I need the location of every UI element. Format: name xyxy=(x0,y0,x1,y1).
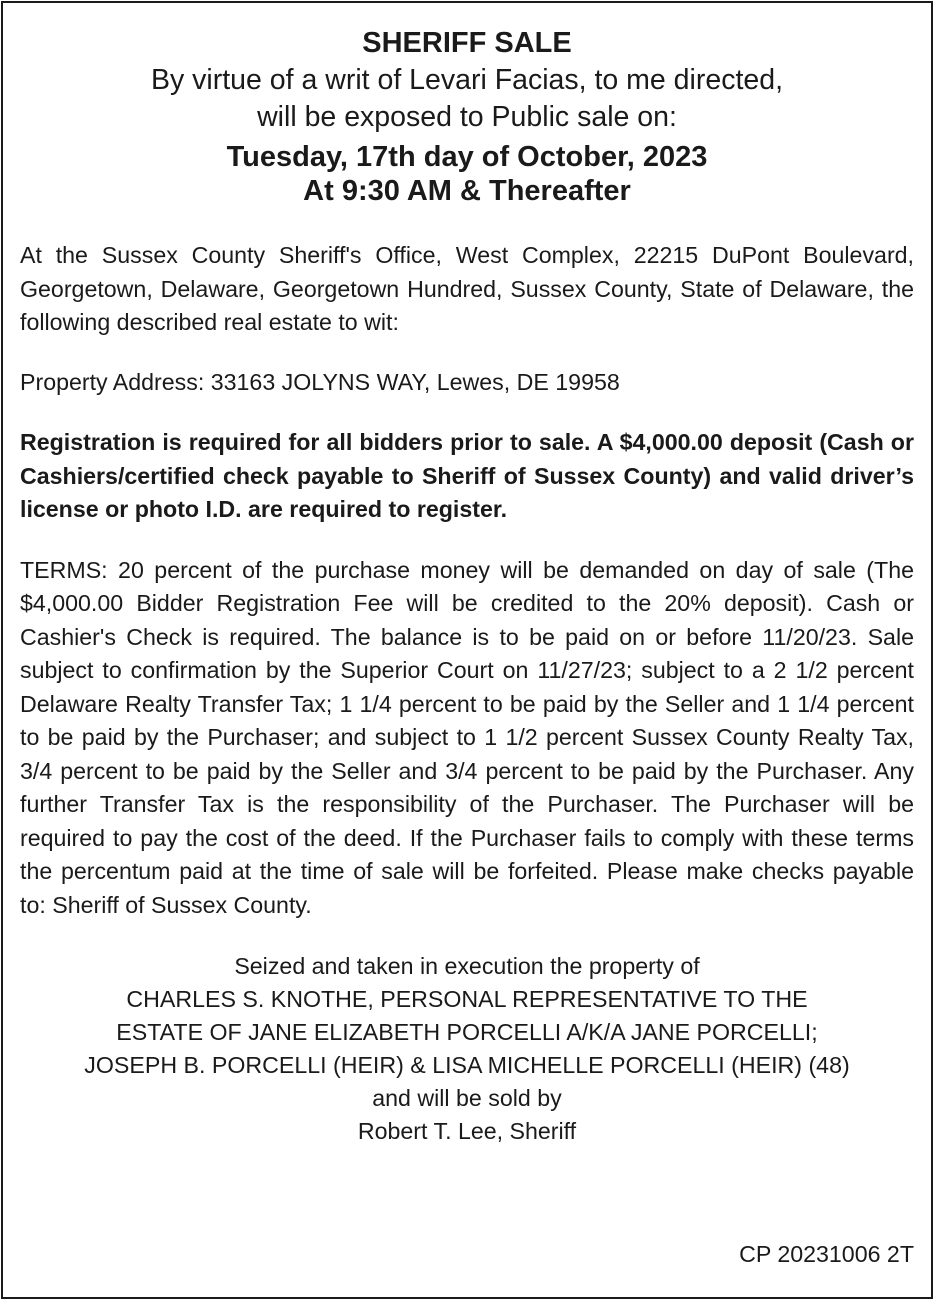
terms-paragraph: TERMS: 20 percent of the purchase money will be demanded on day of sale (The $4,000.00 Bidder Registration Fee will be credited to the 20% deposit). Cash or Cashier's Check is required. The balance is to be paid on or before 11/20/23. Sale subject to confirmation by the Superior Court on 11/27/23; subject to a 2 1/2 percent Delaware Realty Transfer Tax; 1 1/4 percent to be paid by the Seller and 1 1/4 percent to be paid by the Purchaser; and subject to 1 1/2 percent Sussex County Realty Tax, 3/4 percent to be paid by the Seller and 3/4 percent to be paid by the Purchaser. Any further Transfer Tax is the responsibility of the Purchaser. The Purchaser will be required to pay the cost of the deed. If the Purchaser fails to comply with these terms the percentum paid at the time of sale will be forfeited. Please make checks payable to: Sheriff of Sussex County. xyxy=(20,556,914,918)
registration-paragraph: Registration is required for all bidders prior to sale. A $4,000.00 deposit (Cash or Cashiers/certified check payable to Sheriff of Sussex County) and valid driver’s license or photo I.D. are required to register. xyxy=(20,429,914,522)
property-address: Property Address: 33163 JOLYNS WAY, Lewes, DE 19958 xyxy=(20,368,620,395)
sale-date: Tuesday, 17th day of October, 2023 xyxy=(226,141,708,173)
sale-time: At 9:30 AM & Thereafter xyxy=(303,175,631,207)
parties-line-3: JOSEPH B. PORCELLI (HEIR) & LISA MICHELLE PORCELLI (HEIR) (48) xyxy=(84,1052,850,1078)
parties-line-1: CHARLES S. KNOTHE, PERSONAL REPRESENTATIVE TO THE xyxy=(126,986,808,1012)
seizure-block xyxy=(20,950,914,1148)
parties-line-2: ESTATE OF JANE ELIZABETH PORCELLI A/K/A JANE PORCELLI; xyxy=(116,1019,818,1045)
notice-title: SHERIFF SALE xyxy=(362,27,572,59)
sheriff-sale-notice xyxy=(1,1,933,1299)
notice-header xyxy=(20,25,914,211)
exposure-line: will be exposed to Public sale on: xyxy=(257,101,677,133)
seizure-intro: Seized and taken in execution the property of xyxy=(234,953,700,979)
location-paragraph: At the Sussex County Sheriff's Office, West Complex, 22215 DuPont Boulevard, Georgetown, Delaware, Georgetown Hundred, Sussex County, State of Delaware, the following described real estate to wit: xyxy=(20,242,914,335)
sheriff-name: Robert T. Lee, Sheriff xyxy=(357,1118,577,1144)
writ-line: By virtue of a writ of Levari Facias, to me directed, xyxy=(151,64,783,96)
publication-reference: CP 20231006 2T xyxy=(739,1241,914,1267)
sold-by-line: and will be sold by xyxy=(372,1085,562,1111)
